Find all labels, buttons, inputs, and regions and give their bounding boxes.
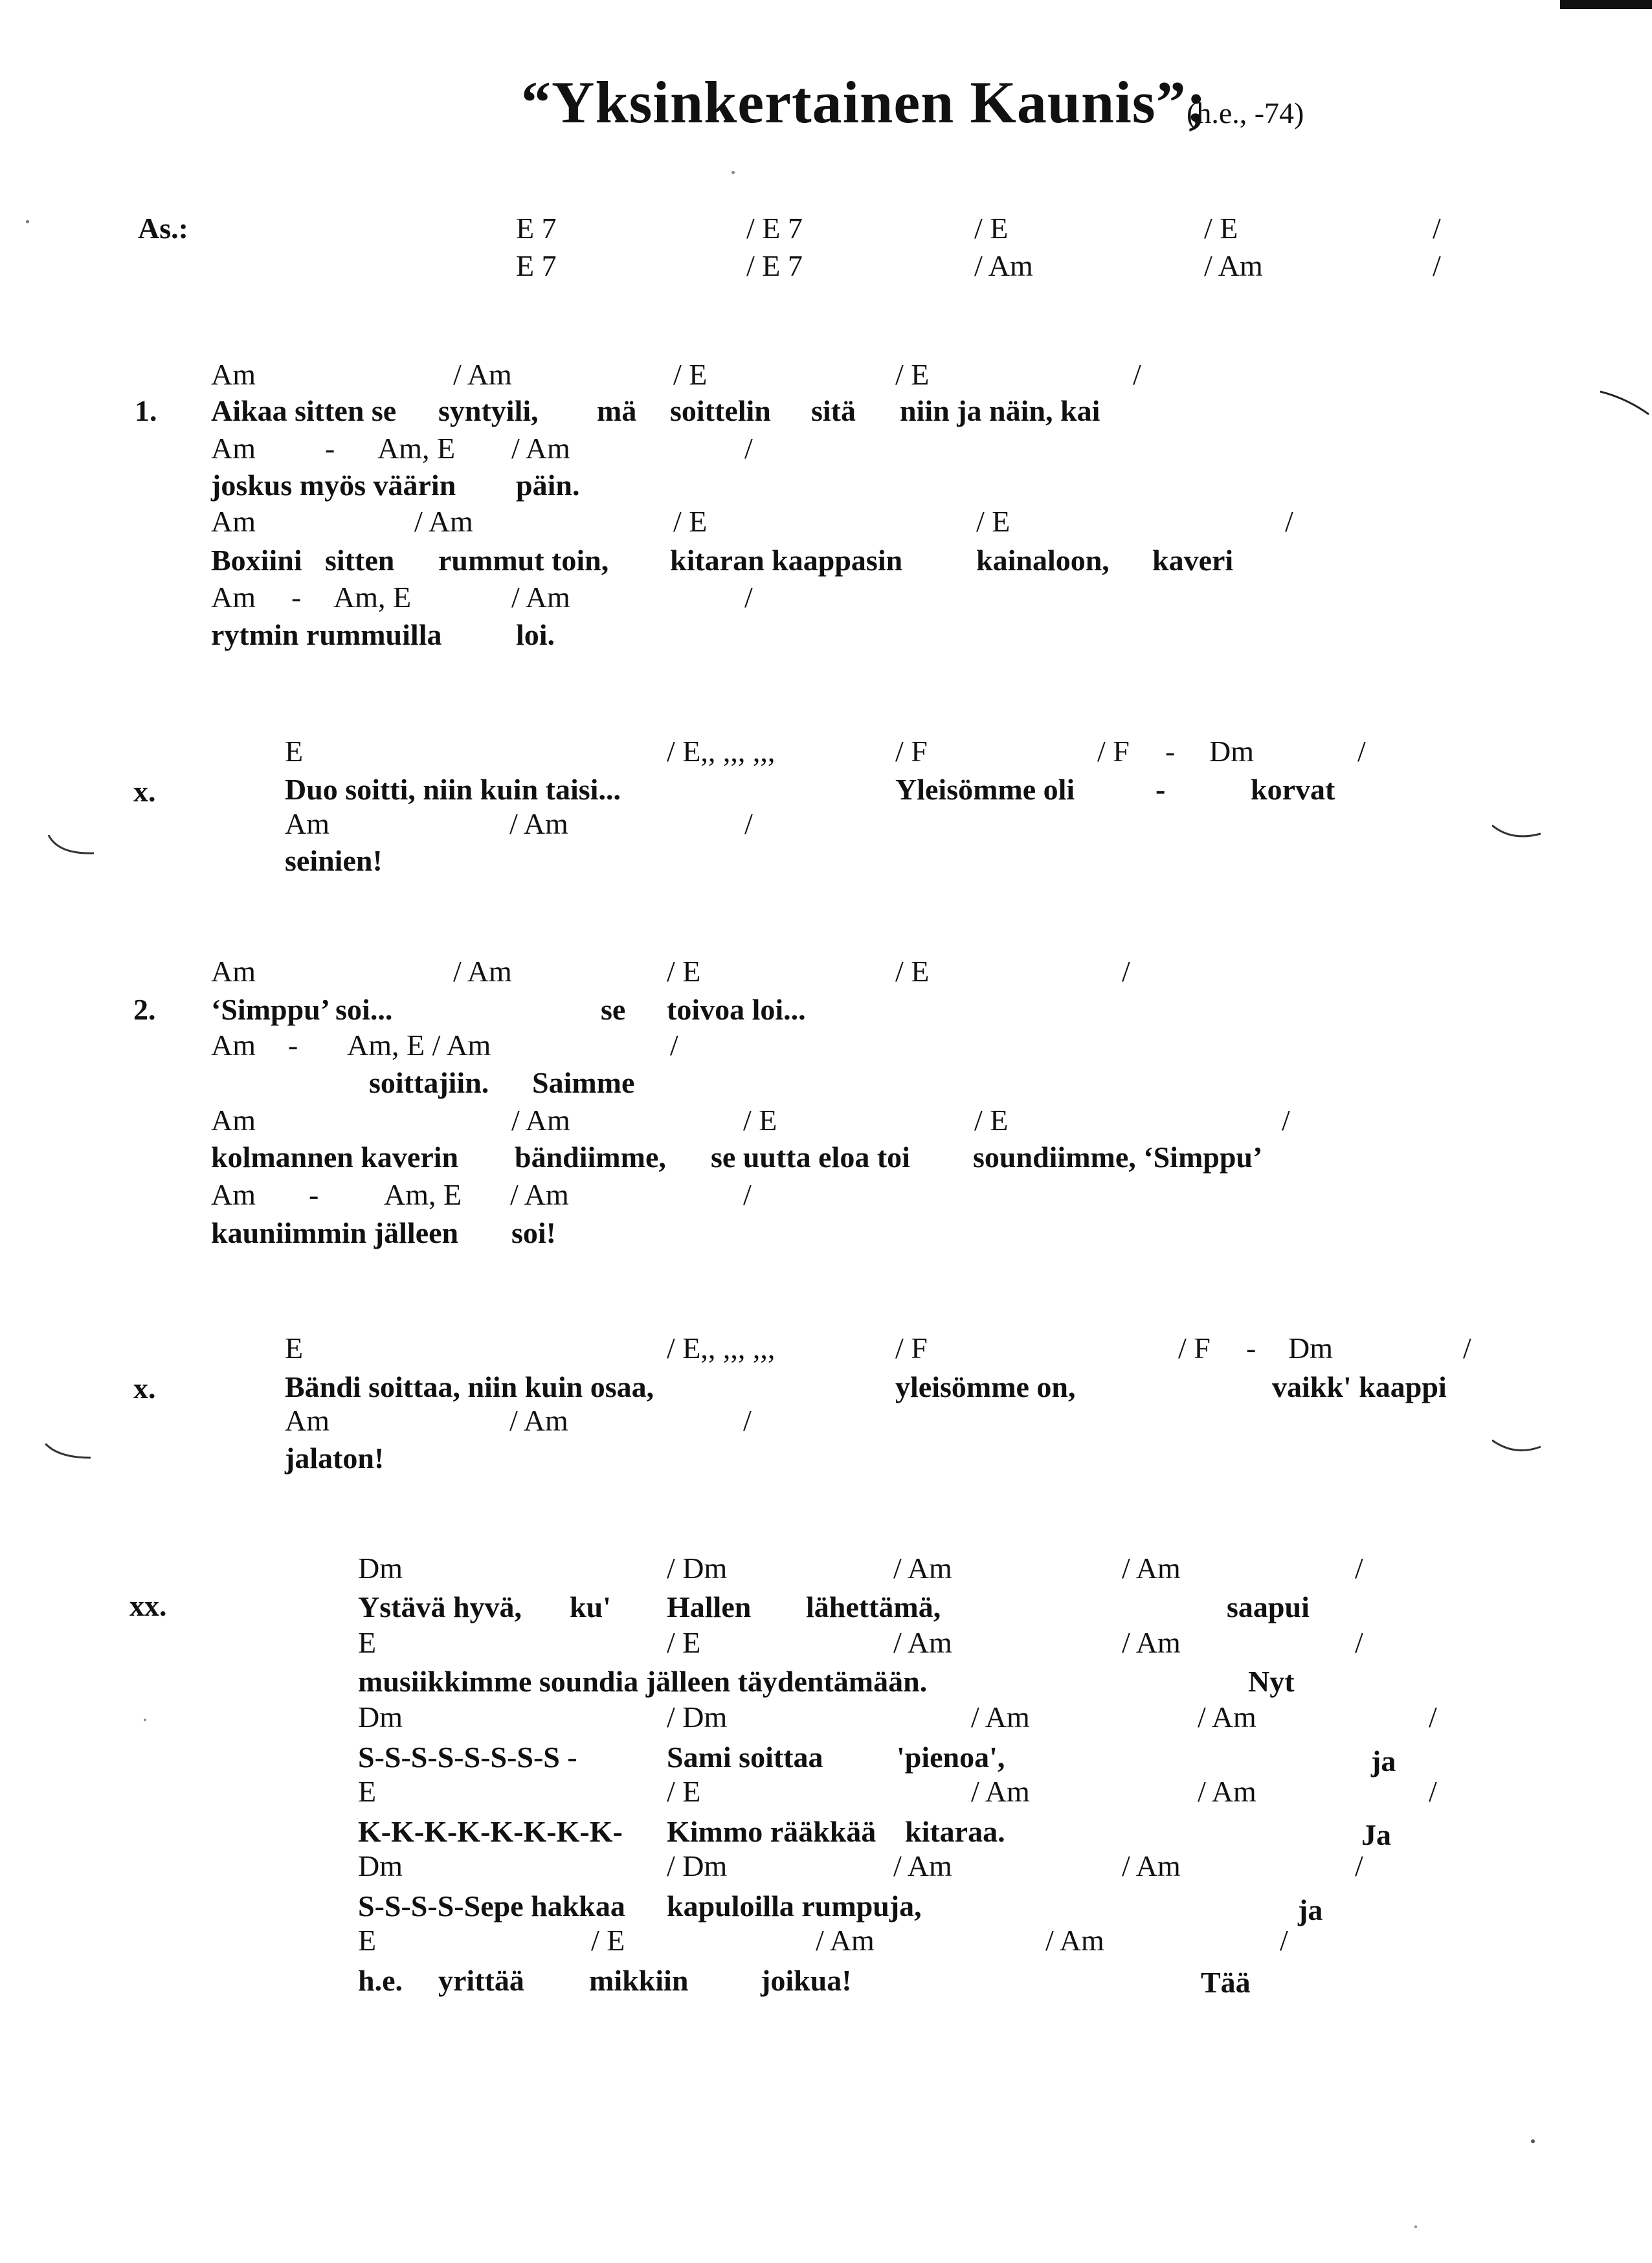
chord: / — [743, 1404, 752, 1437]
lyric: Ystävä hyvä, — [358, 1590, 522, 1623]
chord: / Am — [893, 1626, 952, 1659]
lyric: Boxiini — [211, 544, 302, 577]
lyric: Sami soittaa — [667, 1741, 823, 1774]
chord: / Dm — [667, 1700, 728, 1733]
chord: / E — [1204, 212, 1238, 245]
chord: E — [358, 1775, 377, 1808]
chord: - — [309, 1178, 319, 1211]
lyric: joskus myös väärin — [211, 469, 456, 502]
lyric: kitaran kaappasin — [670, 544, 903, 577]
lyric: sitten — [325, 544, 395, 577]
chord: E — [358, 1626, 377, 1659]
chord: / E — [743, 1104, 777, 1137]
chord: / — [1285, 505, 1293, 538]
chord: - — [288, 1029, 298, 1062]
chord: Dm — [1209, 735, 1254, 768]
scan-corner-mark — [1560, 0, 1652, 9]
chord: / E — [974, 212, 1009, 245]
lyric: kolmannen kaverin — [211, 1141, 459, 1174]
chord: / — [1429, 1775, 1437, 1808]
chord: Am — [285, 1404, 329, 1437]
chord: Am, E / Am — [347, 1029, 491, 1062]
chord: / E — [591, 1924, 625, 1957]
lyric: soittajiin. — [369, 1066, 489, 1099]
lyric: kauniimmin jälleen — [211, 1216, 459, 1249]
chord: / — [1355, 1552, 1363, 1585]
chord: / Am — [1122, 1552, 1181, 1585]
verse-1-label: 1. — [135, 394, 157, 427]
chord: / — [1133, 358, 1141, 391]
chord: Dm — [358, 1552, 403, 1585]
chord: Am — [211, 505, 256, 538]
chord: Am — [211, 1104, 256, 1137]
lyric: Nyt — [1248, 1665, 1295, 1698]
margin-curve-mark — [45, 835, 97, 861]
chord: / Am — [1122, 1849, 1181, 1882]
speck — [1531, 2139, 1535, 2143]
lyric: jalaton! — [285, 1442, 385, 1475]
chord: / — [1433, 249, 1441, 282]
chord: / — [1355, 1849, 1363, 1882]
chord: / Am — [509, 1404, 568, 1437]
lyric: korvat — [1251, 773, 1335, 806]
chord: / Am — [511, 432, 570, 465]
lyric: bändiimme, — [515, 1141, 666, 1174]
chord: / F — [1097, 735, 1130, 768]
chord: / E — [673, 358, 708, 391]
chord: Am — [211, 1029, 256, 1062]
chord: / Dm — [667, 1552, 728, 1585]
lyric: Hallen — [667, 1590, 752, 1623]
chord: / — [670, 1029, 678, 1062]
chord: Am, E — [377, 432, 456, 465]
margin-curve-mark — [1600, 388, 1652, 421]
chord: / Am — [1198, 1775, 1256, 1808]
chord: / E — [974, 1104, 1009, 1137]
chord: Am — [211, 955, 256, 988]
lyric: musiikkimme soundia jälleen täydentämään. — [358, 1665, 928, 1698]
chord: Dm — [358, 1849, 403, 1882]
chord: / Dm — [667, 1849, 728, 1882]
chord: Am — [211, 358, 256, 391]
chord: E 7 — [516, 249, 557, 282]
lyric: yrittää — [438, 1964, 524, 1997]
lyric: seinien! — [285, 844, 383, 877]
lyric: Kimmo rääkkää — [667, 1815, 876, 1848]
chord: / — [1429, 1700, 1437, 1733]
lyric: Yleisömme oli — [895, 773, 1075, 806]
lyric: Aikaa sitten se — [211, 394, 397, 427]
chord: / E — [667, 1626, 701, 1659]
chord: Am — [211, 581, 256, 614]
chord: / Am — [511, 581, 570, 614]
chord: Am, E — [333, 581, 412, 614]
lyric: rummut toin, — [438, 544, 609, 577]
chord: / E — [667, 955, 701, 988]
chord: Am — [211, 432, 256, 465]
lyric: kitaraa. — [905, 1815, 1005, 1848]
chord: / — [1433, 212, 1441, 245]
lyric: saapui — [1227, 1590, 1310, 1623]
chord: / Am — [893, 1849, 952, 1882]
lyric: yleisömme on, — [895, 1370, 1076, 1403]
chord: / Am — [1198, 1700, 1256, 1733]
chord: / Am — [453, 955, 512, 988]
lyric: päin. — [516, 469, 580, 502]
chord: / — [744, 807, 753, 840]
lyric: kaveri — [1152, 544, 1234, 577]
chord: / — [1122, 955, 1130, 988]
speck — [1414, 2225, 1417, 2228]
chord: / — [1280, 1924, 1288, 1957]
intro-label: As.: — [138, 212, 188, 245]
chorus-1-label: x. — [133, 775, 156, 808]
chord: / — [744, 432, 753, 465]
lyric: niin ja näin, kai — [900, 394, 1100, 427]
chord: / E,, ,,, ,,, — [667, 1332, 776, 1365]
song-subtitle: (h.e., -74) — [1187, 96, 1304, 129]
chorus-2-label: x. — [133, 1372, 156, 1405]
chord: Am — [211, 1178, 256, 1211]
lyric: kainaloon, — [976, 544, 1110, 577]
chord: / E — [895, 358, 930, 391]
chord: - — [325, 432, 335, 465]
chord: / — [743, 1178, 752, 1211]
verse-2-label: 2. — [133, 993, 156, 1026]
chord: / E 7 — [746, 249, 803, 282]
lyric: - — [1155, 773, 1166, 806]
chord: / Am — [893, 1552, 952, 1585]
chord: / E — [673, 505, 708, 538]
speck — [144, 1719, 146, 1721]
margin-curve-mark — [42, 1444, 94, 1469]
lyric: Duo soitti, niin kuin taisi... — [285, 773, 621, 806]
chord: / Am — [509, 807, 568, 840]
lyric: loi. — [516, 618, 555, 651]
lyric: Ja — [1361, 1818, 1391, 1851]
margin-curve-mark — [1492, 1437, 1544, 1463]
lyric: joikua! — [761, 1964, 852, 1997]
bridge-label: xx. — [129, 1589, 167, 1622]
chord: / Am — [971, 1700, 1030, 1733]
margin-curve-mark — [1492, 822, 1544, 848]
lyric: vaikk' kaappi — [1272, 1370, 1447, 1403]
chord: / E 7 — [746, 212, 803, 245]
chord: / F — [1178, 1332, 1211, 1365]
chord: Am — [285, 807, 329, 840]
lyric: lähettämä, — [806, 1590, 941, 1623]
lyric: ku' — [570, 1590, 611, 1623]
chord: / Am — [510, 1178, 569, 1211]
chord: / F — [895, 735, 928, 768]
lyric: ‘Simppu’ soi... — [211, 993, 393, 1026]
chord: - — [1165, 735, 1176, 768]
lyric: mä — [597, 394, 637, 427]
song-title: “Yksinkertainen Kaunis”; — [521, 69, 1207, 135]
chord: / — [1355, 1626, 1363, 1659]
lyric: toivoa loi... — [667, 993, 806, 1026]
lyric: Tää — [1201, 1966, 1251, 1999]
chord: / — [1282, 1104, 1290, 1137]
chord: / E,, ,,, ,,, — [667, 735, 776, 768]
lyric: kapuloilla rumpuja, — [667, 1890, 922, 1923]
chord: / Am — [971, 1775, 1030, 1808]
lyric: Bändi soittaa, niin kuin osaa, — [285, 1370, 654, 1403]
chord: Dm — [358, 1700, 403, 1733]
chord: E — [285, 735, 304, 768]
lyric: ja — [1371, 1745, 1396, 1778]
chord: / Am — [1045, 1924, 1104, 1957]
lyric: S-S-S-S-S-S-S-S - — [358, 1741, 577, 1774]
chord: - — [291, 581, 302, 614]
lyric: se — [601, 993, 626, 1026]
lyric: Saimme — [532, 1066, 635, 1099]
lyric: sitä — [811, 394, 856, 427]
chord: / Am — [816, 1924, 875, 1957]
lyric: soi! — [511, 1216, 556, 1249]
chord: E — [285, 1332, 304, 1365]
lyric: rytmin rummuilla — [211, 618, 442, 651]
lyric: K-K-K-K-K-K-K-K- — [358, 1815, 623, 1848]
chord: Dm — [1288, 1332, 1333, 1365]
chord: / — [1357, 735, 1366, 768]
lyric: syntyili, — [438, 394, 539, 427]
chord: / Am — [453, 358, 512, 391]
chord: / F — [895, 1332, 928, 1365]
lyric: 'pienoa', — [897, 1741, 1005, 1774]
chord: / — [1463, 1332, 1471, 1365]
lyric: soundiimme, ‘Simppu’ — [973, 1141, 1263, 1174]
chord: / E — [667, 1775, 701, 1808]
lyric: ja — [1298, 1893, 1323, 1926]
chord: E — [358, 1924, 377, 1957]
lyric: mikkiin — [589, 1964, 689, 1997]
chord: / E — [895, 955, 930, 988]
chord: / Am — [974, 249, 1033, 282]
chord: Am, E — [384, 1178, 462, 1211]
lyric: se uutta eloa toi — [711, 1141, 910, 1174]
chord: / E — [976, 505, 1010, 538]
lyric: soittelin — [670, 394, 771, 427]
chord: / Am — [1204, 249, 1263, 282]
chord: / Am — [1122, 1626, 1181, 1659]
chord: / Am — [414, 505, 473, 538]
speck — [26, 220, 29, 223]
speck — [731, 171, 735, 174]
chord: E 7 — [516, 212, 557, 245]
lyric: h.e. — [358, 1964, 403, 1997]
chord: / Am — [511, 1104, 570, 1137]
chord: - — [1246, 1332, 1256, 1365]
chord: / — [744, 581, 753, 614]
lyric: S-S-S-S-Sepe hakkaa — [358, 1890, 625, 1923]
